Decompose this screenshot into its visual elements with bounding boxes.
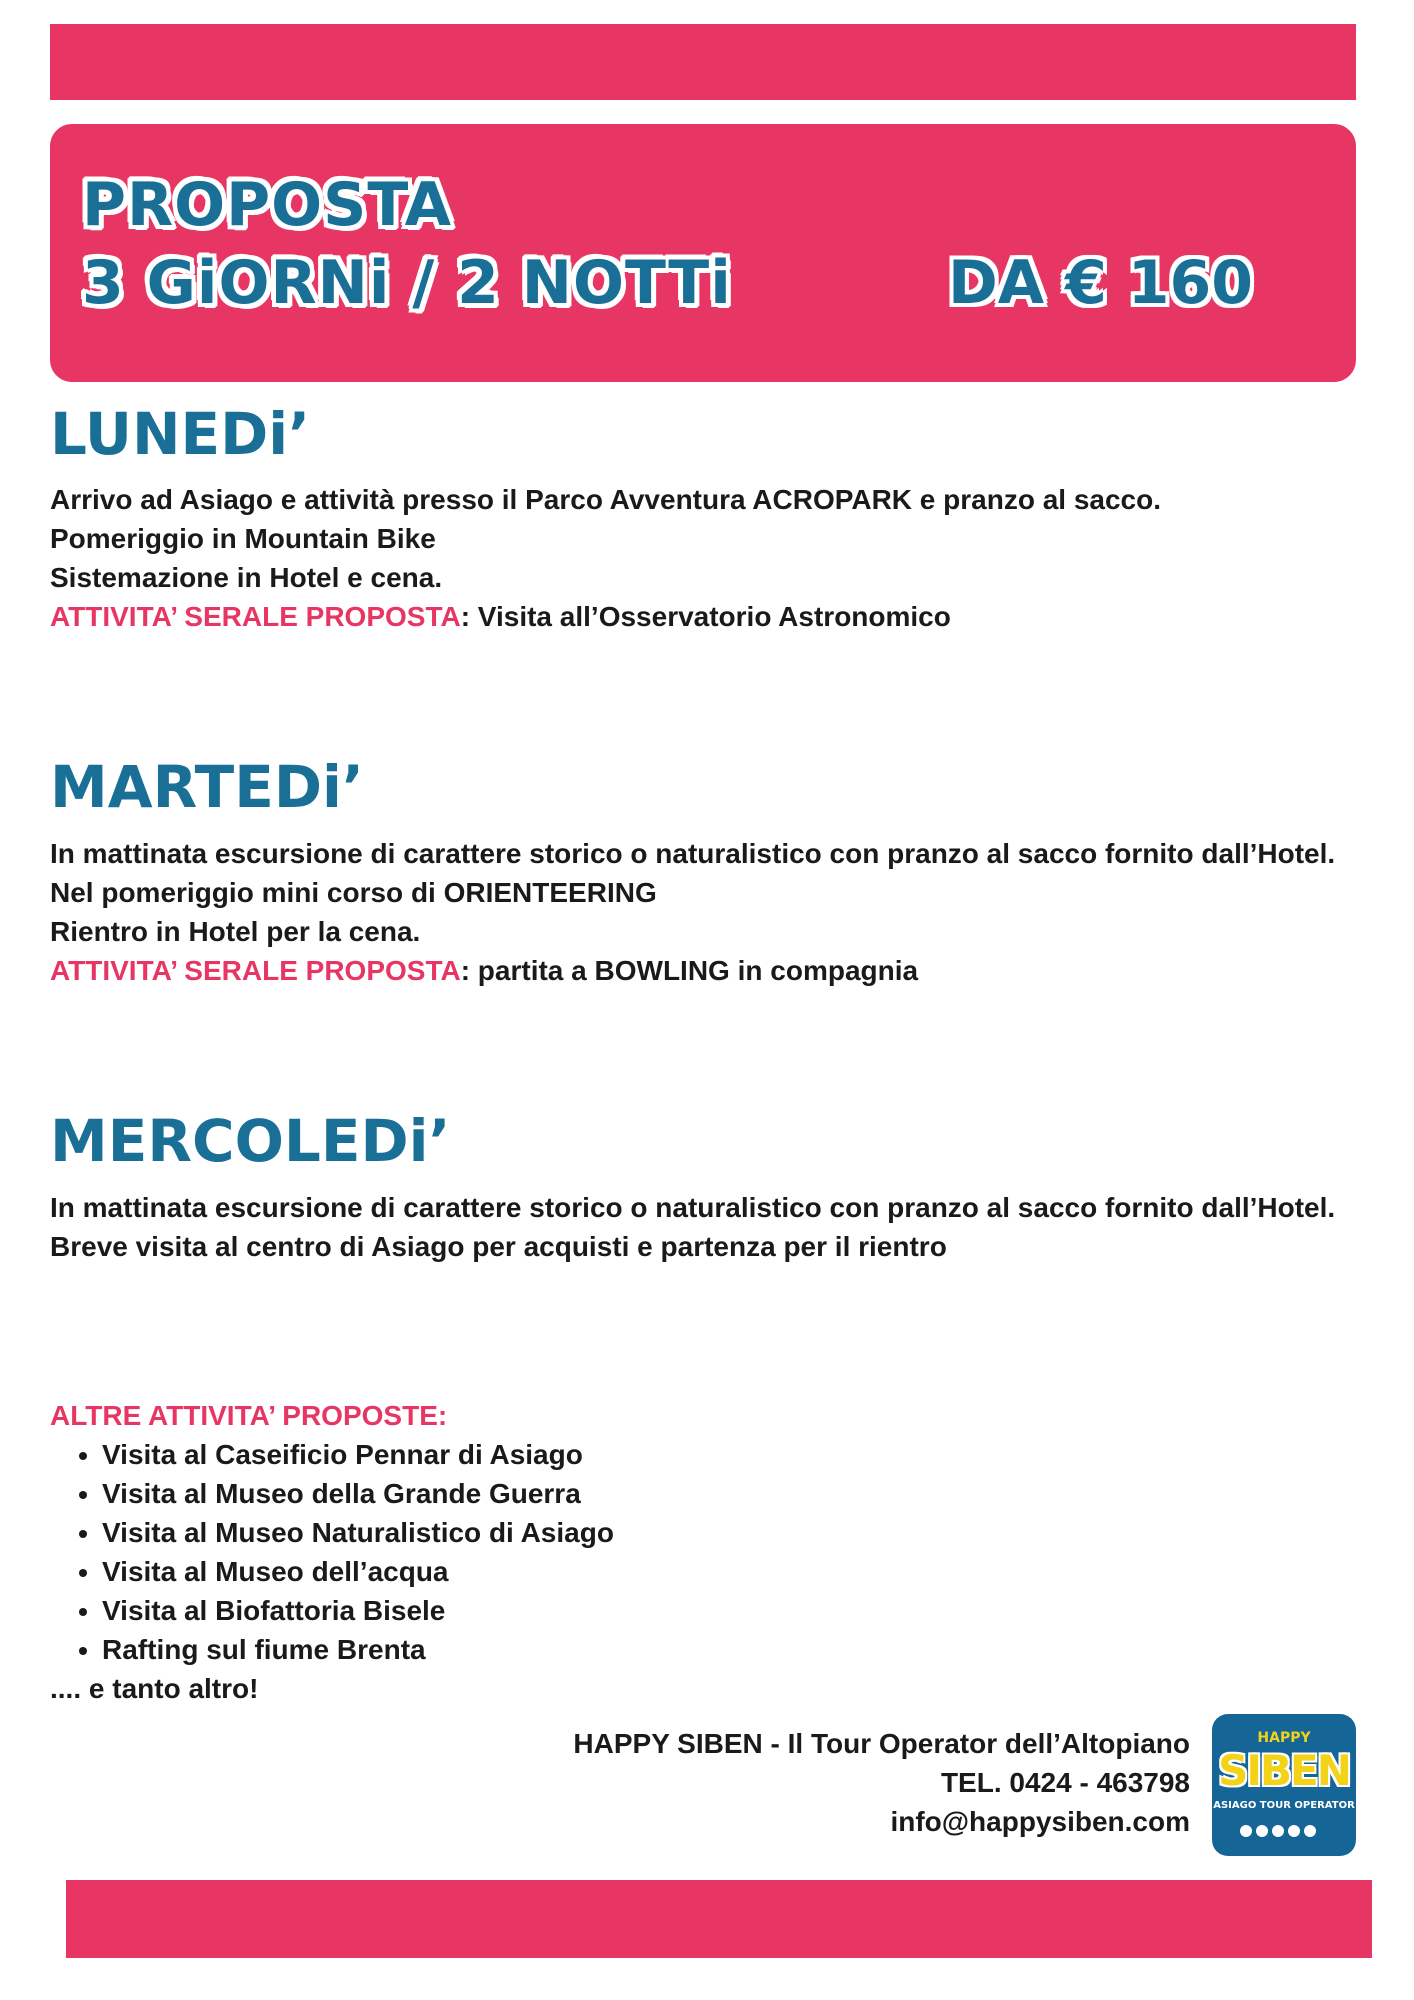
other-activities-footer: .... e tanto altro! <box>50 1673 259 1704</box>
list-item: • Visita al Museo Naturalistico di Asiago <box>102 1513 1356 1552</box>
day-description-monday <box>50 480 1356 636</box>
logo-happy-text: HAPPY <box>1257 1730 1311 1746</box>
tuesday-evening <box>50 951 1356 990</box>
contact-email: info@happysiben.com <box>890 1806 1190 1837</box>
contact-phone: TEL. 0424 - 463798 <box>940 1767 1190 1798</box>
list-item: • Visita al Museo della Grande Guerra <box>102 1474 1356 1513</box>
tuesday-intro: In mattinata escursione di carattere storico o naturalistico con pranzo al sacco fornito dall’Hotel. <box>50 838 1336 869</box>
monday-intro: Arrivo ad Asiago e attività presso il Parco Avventura ACROPARK e pranzo al sacco. <box>50 484 1162 515</box>
tuesday-line3: Rientro in Hotel per la cena. <box>50 916 421 947</box>
wednesday-line2: Breve visita al centro di Asiago per acquisti e partenza per il rientro <box>50 1231 947 1262</box>
bottom-decorative-bar <box>66 1880 1372 1958</box>
monday-line3: Sistemazione in Hotel e cena. <box>50 562 443 593</box>
list-item: • Rafting sul fiume Brenta <box>102 1630 1356 1669</box>
list-item: • Visita al Biofattoria Bisele <box>102 1591 1356 1630</box>
top-decorative-bar <box>50 24 1356 100</box>
header-title-line2: 3 GiORNi / 2 NOTTi <box>82 248 732 318</box>
other-activities-title: ALTRE ATTIVITA’ PROPOSTE: <box>50 1400 448 1431</box>
monday-evening <box>50 597 1356 636</box>
tuesday-evening-label: ATTIVITA’ SERALE PROPOSTA <box>50 955 461 986</box>
contact-company: HAPPY SIBEN - Il Tour Operator dell’Altopiano <box>573 1728 1190 1759</box>
other-activities <box>50 1396 1356 1708</box>
wednesday-intro: In mattinata escursione di carattere storico o naturalistico con pranzo al sacco fornito dall’Hotel. <box>50 1192 1336 1223</box>
logo-dots-icon <box>1240 1822 1320 1841</box>
monday-line2: Pomeriggio in Mountain Bike <box>50 523 436 554</box>
day-title-monday: LUNEDi’ <box>50 400 311 468</box>
day-title-tuesday: MARTEDi’ <box>50 753 364 821</box>
header-price: DA € 160 <box>948 248 1254 318</box>
logo-brand-text: SIBEN <box>1218 1746 1350 1795</box>
happy-siben-logo <box>1212 1714 1356 1856</box>
day-description-tuesday <box>50 834 1356 990</box>
other-activities-list <box>50 1435 1356 1669</box>
list-item: • Visita al Museo dell’acqua <box>102 1552 1356 1591</box>
monday-evening-label: ATTIVITA’ SERALE PROPOSTA <box>50 601 461 632</box>
logo-tagline: ASIAGO TOUR OPERATOR <box>1213 1800 1355 1811</box>
tuesday-evening-text: : partita a BOWLING in compagnia <box>460 955 919 986</box>
header-title-line1: PROPOSTA <box>82 170 453 240</box>
day-description-wednesday <box>50 1188 1356 1266</box>
tuesday-line2: Nel pomeriggio mini corso di ORIENTEERING <box>50 877 657 908</box>
monday-evening-text: : Visita all’Osservatorio Astronomico <box>460 601 951 632</box>
list-item: • Visita al Caseificio Pennar di Asiago <box>102 1435 1356 1474</box>
contact-block <box>573 1724 1190 1841</box>
day-title-wednesday: MERCOLEDi’ <box>50 1107 451 1175</box>
